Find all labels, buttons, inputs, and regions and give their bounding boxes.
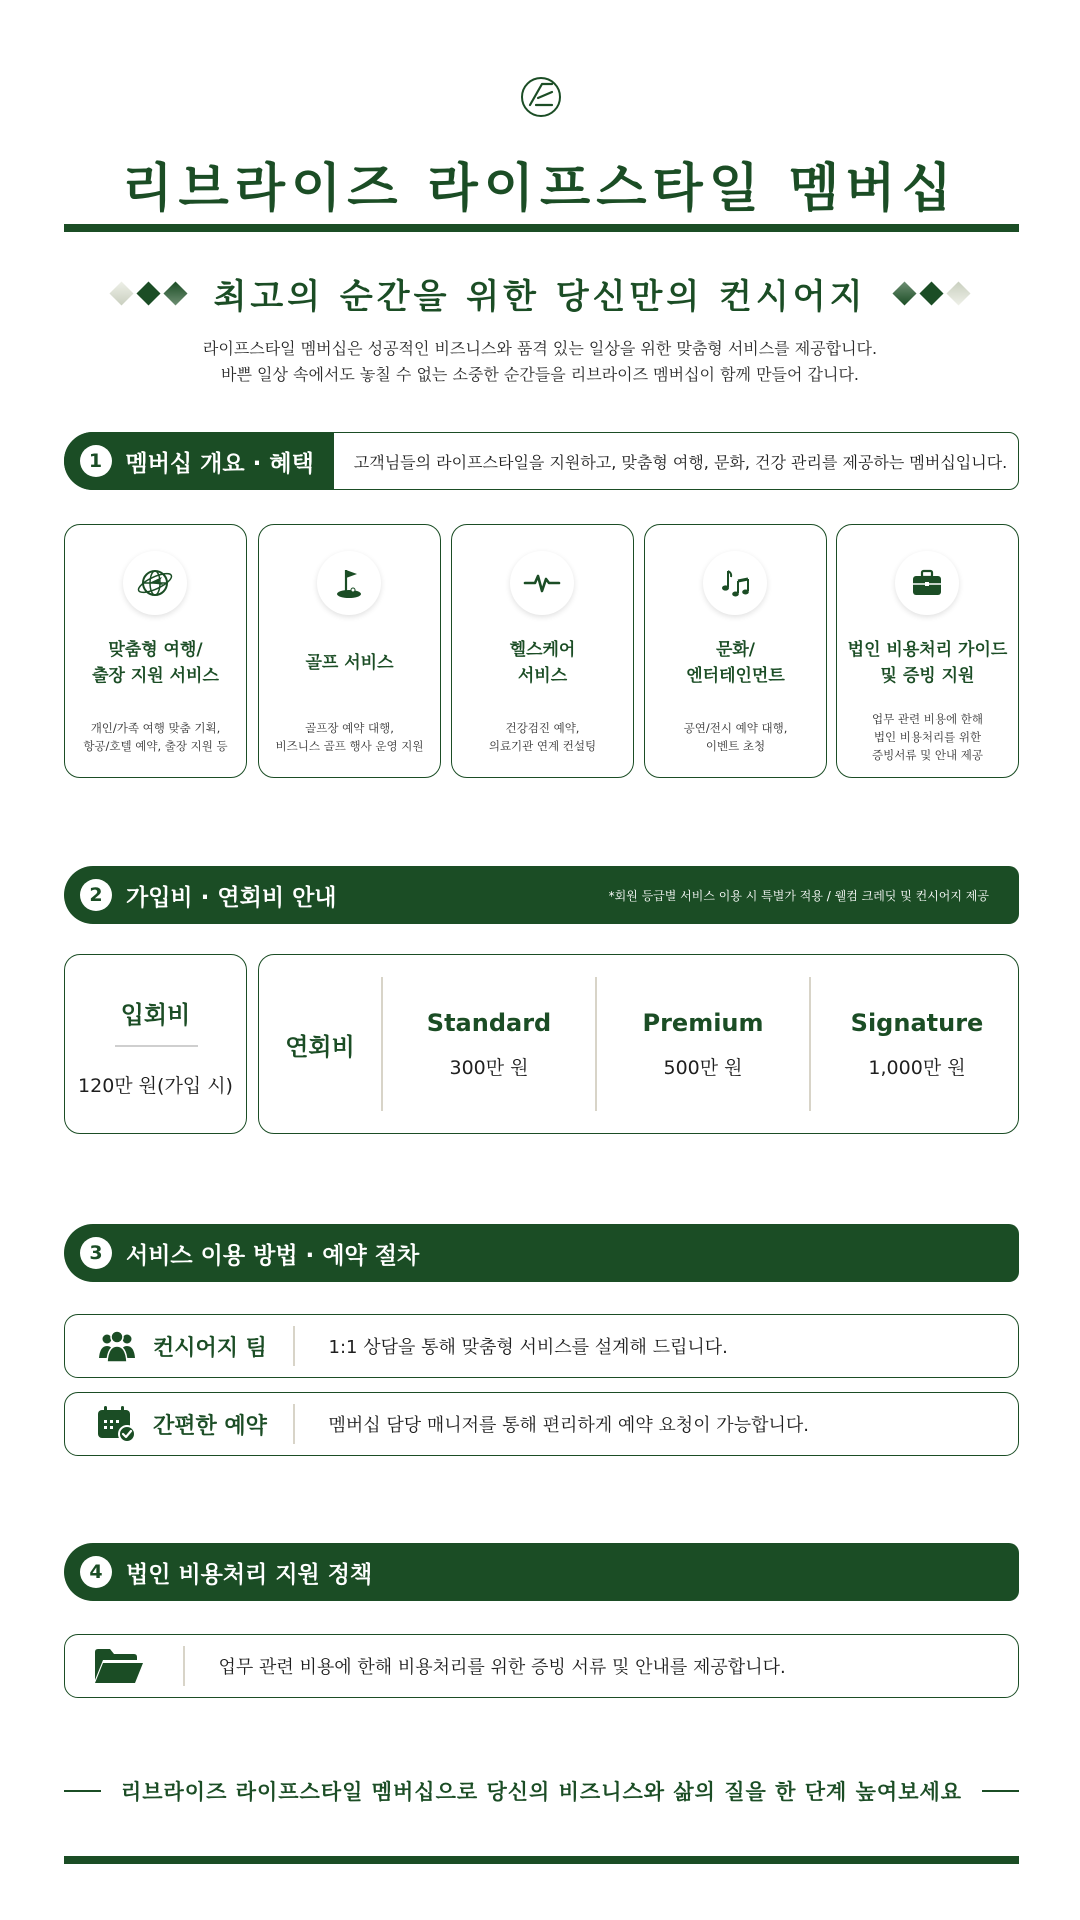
service-description: 멤버십 담당 매니저를 통해 편리하게 예약 요청이 가능합니다. — [328, 1415, 809, 1436]
service-item-booking — [64, 1392, 1019, 1456]
closing-message — [64, 1776, 1019, 1806]
tier-premium — [597, 955, 809, 1135]
heartbeat-icon — [510, 551, 574, 615]
intro-line-1: 라이프스타일 멤버십은 성공적인 비즈니스와 품격 있는 일상을 위한 맞춤형 서비스를 제공합니다. — [202, 339, 878, 358]
divider — [183, 1646, 185, 1686]
diamond-ornament-right — [892, 285, 971, 302]
hero-subtitle-row — [0, 268, 1080, 318]
card-description: 개인/가족 여행 맞춤 기획, 항공/호텔 예약, 출장 지원 등 — [83, 721, 228, 753]
card-title: 맞춤형 여행/ 출장 지원 서비스 — [92, 640, 219, 686]
section-1-header — [64, 432, 1019, 490]
golf-flag-icon — [317, 551, 381, 615]
entry-fee-value: 120만 원(가입 시) — [78, 1075, 233, 1097]
section-1-title-block — [64, 432, 334, 490]
tier-standard — [383, 955, 595, 1135]
calendar-check-icon — [95, 1402, 139, 1446]
card-description: 건강검진 예약, 의료기관 연계 컨설팅 — [488, 721, 597, 753]
section-number: 2 — [80, 879, 112, 911]
divider — [293, 1404, 295, 1444]
section-3-header — [64, 1224, 1019, 1282]
entry-fee-label: 입회비 — [120, 1001, 191, 1029]
service-title: 간편한 예약 — [153, 1413, 267, 1439]
tier-price: 1,000만 원 — [868, 1057, 966, 1079]
page-title: 리브라이즈 라이프스타일 멤버십 — [122, 159, 958, 219]
intro-line-2: 바쁜 일상 속에서도 놓칠 수 없는 소중한 순간들을 리브라이즈 멤버십이 함께 만들어 갑니다. — [221, 365, 859, 384]
benefit-card-corporate — [836, 524, 1019, 778]
tier-price: 500만 원 — [663, 1057, 743, 1079]
benefit-card-travel — [64, 524, 247, 778]
card-description: 업무 관련 비용에 한해 법인 비용처리를 위한 증빙서류 및 안내 제공 — [872, 712, 983, 762]
globe-plane-icon — [123, 551, 187, 615]
section-note: *회원 등급별 서비스 이용 시 특별가 적용 / 웰컴 크레딧 및 컨시어지 제공 — [608, 888, 989, 903]
card-title: 법인 비용처리 가이드 및 증빙 지원 — [847, 640, 1008, 686]
tier-signature — [811, 955, 1023, 1135]
annual-fee-label: 연회비 — [285, 1033, 355, 1061]
section-description: 고객님들의 라이프스타일을 지원하고, 맞춤형 여행, 문화, 건강 관리를 제공하는 멤버십입니다. — [353, 452, 1008, 472]
section-title: 멤버십 개요 · 혜택 — [125, 450, 314, 477]
tier-name: Standard — [426, 1009, 552, 1037]
hero-subtitle: 최고의 순간을 위한 당신만의 컨시어지 — [213, 276, 867, 317]
music-notes-icon — [703, 551, 767, 615]
closing-text: 리브라이즈 라이프스타일 멤버십으로 당신의 비즈니스와 삶의 질을 한 단계 높여보세요 — [120, 1780, 963, 1804]
briefcase-icon — [895, 551, 959, 615]
benefit-card-culture — [644, 524, 827, 778]
benefit-card-healthcare — [451, 524, 634, 778]
footer-rule — [64, 1856, 1019, 1864]
hero-intro — [0, 336, 1080, 388]
section-title: 법인 비용처리 지원 정책 — [126, 1561, 373, 1588]
title-rule — [64, 224, 1019, 232]
brand-logo-icon — [518, 74, 564, 120]
card-title: 문화/ 엔터테인먼트 — [686, 640, 785, 686]
entry-fee-box — [64, 954, 247, 1134]
folder-icon — [91, 1644, 147, 1688]
team-icon — [95, 1324, 139, 1368]
card-title: 헬스케어 서비스 — [509, 640, 576, 686]
card-description: 골프장 예약 대행, 비즈니스 골프 행사 운영 지원 — [275, 721, 424, 753]
section-title: 서비스 이용 방법 · 예약 절차 — [126, 1242, 420, 1269]
divider — [64, 1790, 101, 1792]
tier-price: 300만 원 — [449, 1057, 529, 1079]
tier-name: Premium — [642, 1009, 764, 1037]
service-description: 1:1 상담을 통해 맞춤형 서비스를 설계해 드립니다. — [328, 1337, 728, 1358]
corporate-policy-item — [64, 1634, 1019, 1698]
section-number: 1 — [80, 445, 112, 477]
tier-name: Signature — [850, 1009, 984, 1037]
section-title: 가입비 · 연회비 안내 — [126, 884, 337, 911]
section-2-header — [64, 866, 1019, 924]
card-description: 공연/전시 예약 대행, 이벤트 초청 — [683, 721, 788, 753]
benefit-card-golf — [258, 524, 441, 778]
section-4-header — [64, 1543, 1019, 1601]
service-item-concierge — [64, 1314, 1019, 1378]
annual-fee-box — [258, 954, 1019, 1134]
service-title: 컨시어지 팀 — [153, 1335, 267, 1361]
section-number: 4 — [80, 1556, 112, 1588]
divider — [293, 1326, 295, 1366]
section-number: 3 — [80, 1237, 112, 1269]
diamond-ornament-left — [109, 285, 188, 302]
policy-description: 업무 관련 비용에 한해 비용처리를 위한 증빙 서류 및 안내를 제공합니다. — [218, 1657, 786, 1678]
divider — [115, 1045, 198, 1047]
card-title: 골프 서비스 — [305, 653, 394, 673]
divider — [982, 1790, 1019, 1792]
